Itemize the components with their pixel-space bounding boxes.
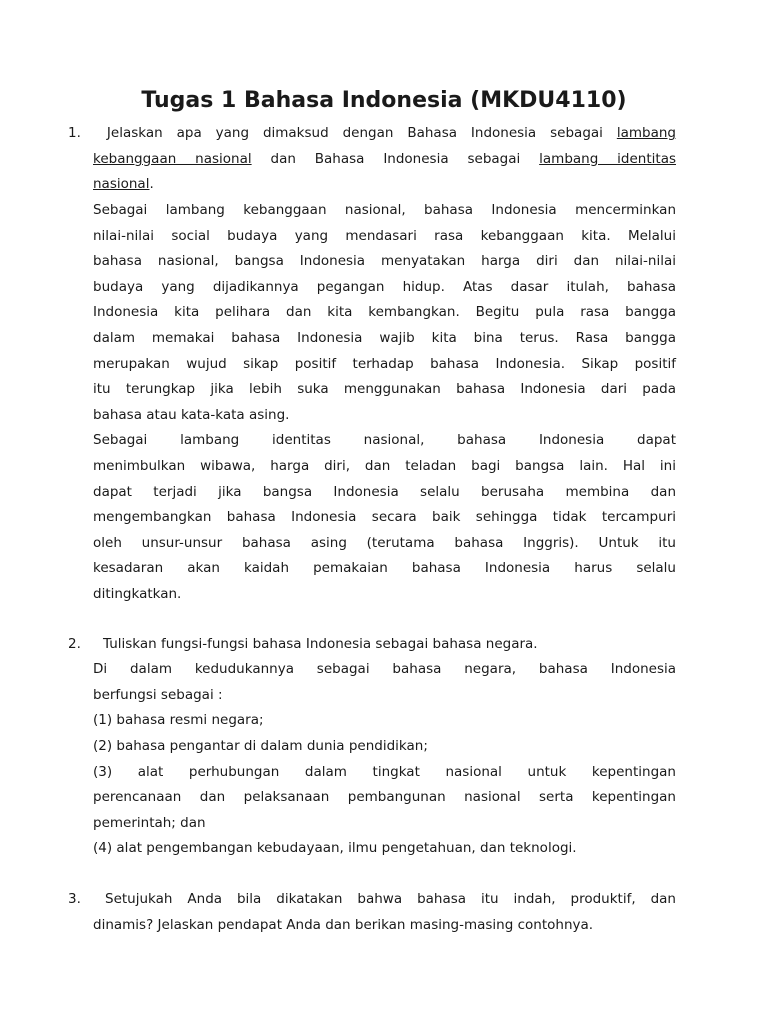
document-title: Tugas 1 Bahasa Indonesia (MKDU4110) (141, 88, 627, 113)
question-3-line: dinamis? Jelaskan pendapat Anda dan berikan masing-masing contohnya. (93, 917, 594, 933)
answer-1-line: itu terungkap jika lebih suka menggunakan bahasa Indonesia dari pada (93, 381, 676, 397)
question-1-line-1 (93, 121, 676, 147)
answer-1-line: ditingkatkan. (93, 586, 182, 602)
answer-1-line: oleh unsur-unsur bahasa asing (terutama bahasa Inggris). Untuk itu (93, 535, 676, 551)
question-number-2: 2. (68, 636, 81, 652)
answer-1-line: merupakan wujud sikap positif terhadap bahasa Indonesia. Sikap positif (93, 356, 676, 372)
question-1-line-2 (93, 147, 676, 173)
answer-1-line: nilai-nilai social budaya yang mendasari rasa kebanggaan kita. Melalui (93, 228, 676, 244)
answer-1-line: Sebagai lambang identitas nasional, bahasa Indonesia dapat (93, 432, 676, 448)
question-1-text: dan Bahasa Indonesia sebagai (270, 151, 521, 167)
question-number-1: 1. (68, 125, 81, 141)
answer-1-line: bahasa atau kata-kata asing. (93, 407, 290, 423)
underlined-term: kebanggaan nasional (93, 151, 252, 167)
answer-2-line: (2) bahasa pengantar di dalam dunia pendidikan; (93, 738, 428, 754)
answer-1-line: dalam memakai bahasa Indonesia wajib kita bina terus. Rasa bangga (93, 330, 676, 346)
answer-1-line: mengembangkan bahasa Indonesia secara baik sehingga tidak tercampuri (93, 509, 676, 525)
question-3-line: Setujukah Anda bila dikatakan bahwa bahasa itu indah, produktif, dan (105, 891, 676, 907)
question-1-text: . (149, 176, 154, 192)
answer-1-line: menimbulkan wibawa, harga diri, dan teladan bagi bangsa lain. Hal ini (93, 458, 676, 474)
question-2-text: Tuliskan fungsi-fungsi bahasa Indonesia sebagai bahasa negara. (103, 636, 538, 652)
question-1-line-3 (93, 172, 676, 198)
answer-1-line: kesadaran akan kaidah pemakaian bahasa Indonesia harus selalu (93, 560, 676, 576)
answer-2-line: (4) alat pengembangan kebudayaan, ilmu pengetahuan, dan teknologi. (93, 840, 577, 856)
answer-2-line: Di dalam kedudukannya sebagai bahasa negara, bahasa Indonesia (93, 661, 676, 677)
underlined-term: lambang (616, 125, 676, 141)
answer-2-line: pemerintah; dan (93, 815, 206, 831)
answer-1-line: budaya yang dijadikannya pegangan hidup. Atas dasar itulah, bahasa (93, 279, 676, 295)
answer-1-line: Indonesia kita pelihara dan kita kembangkan. Begitu pula rasa bangga (93, 304, 676, 320)
question-1-text: Jelaskan apa yang dimaksud dengan Bahasa Indonesia sebagai (106, 125, 603, 141)
answer-2-line: berfungsi sebagai : (93, 687, 223, 703)
answer-2-line: (3) alat perhubungan dalam tingkat nasional untuk kepentingan (93, 764, 676, 780)
answer-2-line: perencanaan dan pelaksanaan pembangunan nasional serta kepentingan (93, 789, 676, 805)
underlined-term: lambang identitas (539, 151, 676, 167)
question-number-3: 3. (68, 891, 81, 907)
answer-1-line: bahasa nasional, bangsa Indonesia menyatakan harga diri dan nilai-nilai (93, 253, 676, 269)
answer-1-line: Sebagai lambang kebanggaan nasional, bahasa Indonesia mencerminkan (93, 202, 676, 218)
answer-1-line: dapat terjadi jika bangsa Indonesia selalu berusaha membina dan (93, 484, 676, 500)
answer-2-line: (1) bahasa resmi negara; (93, 712, 264, 728)
underlined-term: nasional (93, 176, 150, 192)
